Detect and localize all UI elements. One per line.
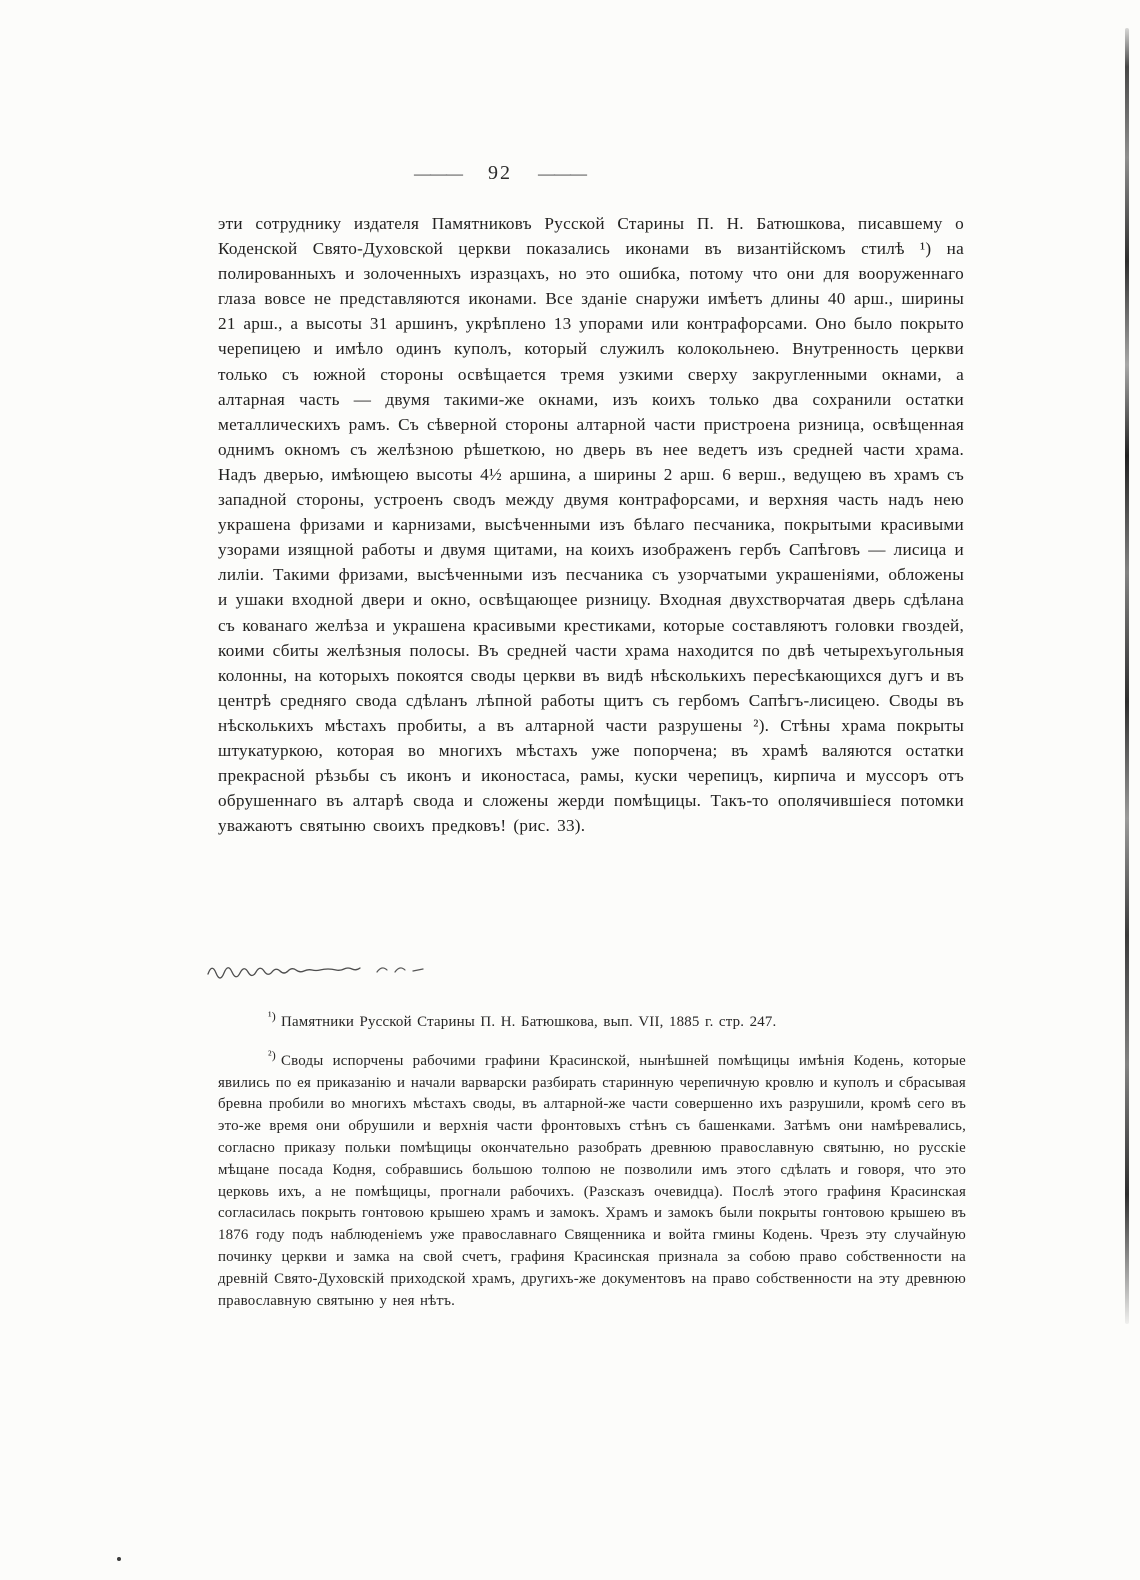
footnote-1-text: Памятники Русской Старины П. Н. Батюшкова, вып. VII, 1885 г. стр. 247. [281, 1013, 777, 1030]
main-paragraph: эти сотруднику издателя Памятниковъ Русской Старины П. Н. Батюшкова, писавшему о Коденской Свято-Духовской церкви показались иконами въ византійскомъ стилѣ ¹) на полированныхъ и золоченныхъ изразцахъ, но это ошибка, потому что они для вооруженнаго глаза вовсе не представляются иконами. Все зданіе снаружи имѣетъ длины 40 арш., ширины 21 арш., а высоты 31 аршинъ, укрѣплено 13 упорами или контрафорсами. Оно было покрыто черепицею и имѣло одинъ куполъ, который служилъ колокольнею. Внутренность церкви только съ южной стороны освѣщается тремя узкими сверху закругленными окнами, а алтарная часть — двумя такими-же окнами, изъ коихъ только два сохранили остатки металлическихъ рамъ. Съ сѣверной стороны алтарной части пристроена ризница, освѣщенная однимъ окномъ съ желѣзною рѣшеткою, но дверь въ нее ведетъ изъ средней части храма. Надъ дверью, имѣющею высоты 4½ аршина, а ширины 2 арш. 6 верш., ведущею въ храмъ съ западной стороны, устроенъ сводъ между двумя контрафорсами, и верхняя часть надъ нею украшена фризами и карнизами, высѣченными изъ бѣлаго песчаника, покрытыми красивыми узорами изящной работы и двумя щитами, на коихъ изображенъ гербъ Сапѣговъ — лисица и лиліи. Такими фризами, высѣченными изъ песчаника съ узорчатыми украшеніями, обложены и ушаки входной двери и окно, освѣщающее ризницу. Входная двухстворчатая дверь сдѣлана съ кованаго желѣза и украшена красивыми крестиками, которые составляютъ головки гвоздей, коими сбиты желѣзныя полосы. Въ средней части храма находится по двѣ четырехъугольныя колонны, на которыхъ покоятся своды церкви въ видѣ нѣсколькихъ пересѣкающихся дугъ и въ центрѣ средняго свода сдѣланъ лѣпной работы щитъ съ гербомъ Сапѣгъ-лисицею. Своды въ нѣсколькихъ мѣстахъ пробиты, а въ алтарной части разрушены ²). Стѣны храма покрыты штукатуркою, которая во многихъ мѣстахъ уже попорчена; въ храмѣ валяются остатки прекрасной рѣзьбы съ иконъ и иконостаса, рамы, куски черепицъ, кирпича и муссоръ отъ обрушеннаго въ алтарѣ свода и сложены жерди помѣщицы. Такъ-то ополячившіеся потомки уважаютъ святыню своихъ предковъ! (рис. 33). [218, 214, 964, 836]
handwritten-flourish-icon [205, 958, 443, 984]
page-number: 92 [488, 162, 512, 184]
footnote-1-marker: ¹) [268, 1009, 276, 1023]
scan-artifact-dot [117, 1557, 121, 1561]
header-rule-left: ——— [414, 163, 462, 183]
page-header [0, 162, 1000, 185]
scan-artifact-line [1125, 28, 1129, 1324]
footnotes-section [218, 1006, 966, 1323]
header-rule-right: ——— [538, 163, 586, 183]
footnote-2 [218, 1045, 966, 1313]
footnote-2-marker: ²) [268, 1047, 276, 1062]
footnote-2-text: Своды испорчены рабочими графини Красинской, нынѣшней помѣщицы имѣнія Кодень, которые явились по ея приказанію и начали варварски разбирать старинную черепичную кровлю и куполъ и сбрасывая бревна пробили во многихъ мѣстахъ своды, въ алтарной-же части совершенно ихъ разрушили, кромѣ сего въ это-же время они обрушили и верхнія части фронтовыхъ стѣнъ съ башенками. Затѣмъ они намѣревались, согласно приказу польки помѣщицы окончательно разобрать древнюю православную святыню, но русскіе мѣщане посада Кодня, собравшись большою толпою не позволили имъ этого сдѣлать и говоря, что это церковь ихъ, а не помѣщицы, прогнали рабочихъ. (Разсказъ очевидца). Послѣ этого графиня Красинская согласилась покрыть гонтовою крышею храмъ и замокъ. Храмъ и замокъ были покрыты гонтовою крышею въ 1876 году подъ наблюденіемъ уже православнаго Священника и войта гмины Кодень. Чрезъ эту случайную починку церкви и замка на свой счетъ, графиня Красинская признала за собою право собственности на древній Свято-Духовскій приходской храмъ, другихъ-же документовъ на право собственности на эту древнюю православную святыню у нея нѣтъ. [218, 1052, 966, 1309]
footnote-1 [218, 1006, 966, 1034]
